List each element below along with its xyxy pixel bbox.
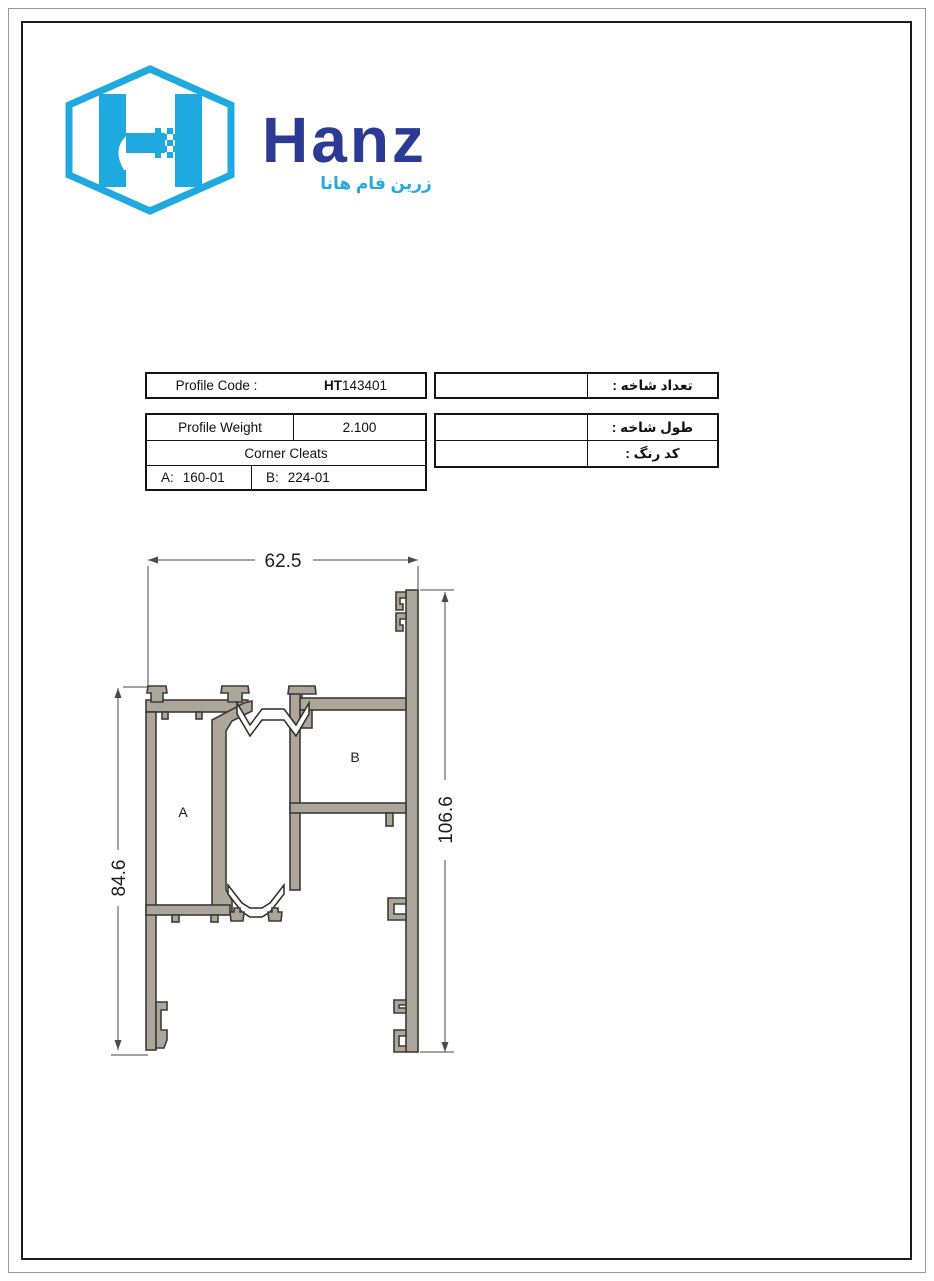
- branch-count-label-farsi: تعداد شاخه :: [612, 377, 693, 393]
- chamber-a-tab-2: [196, 712, 202, 719]
- color-code-value-cell-empty: [436, 441, 588, 466]
- branch-length-color-table: [434, 413, 719, 468]
- chamber-a-label: A: [178, 804, 188, 820]
- chamber-a-bottom-web: [146, 905, 230, 915]
- profile-left-assembly: [146, 686, 252, 1050]
- profile-cross-section-drawing: [95, 540, 475, 1080]
- color-code-label-farsi: کد رنگ :: [625, 445, 680, 461]
- web-tab: [386, 813, 393, 826]
- right-vertical-wall: [406, 590, 418, 1052]
- middle-sloped-wall: [212, 701, 252, 914]
- h-right-bar: [175, 94, 202, 187]
- right-mid-channel: [388, 898, 406, 920]
- profile-right-assembly: [288, 590, 418, 1052]
- right-foot-arm-1: [394, 1000, 406, 1013]
- chamber-b-bottom-web: [290, 803, 406, 813]
- branch-length-value-cell-empty: [436, 415, 588, 440]
- profile-code-number: 143401: [341, 378, 388, 393]
- brand-name: Hanz: [262, 104, 427, 176]
- branch-count-value-cell-empty: [436, 374, 588, 397]
- bottom-web-tab-2: [211, 915, 218, 922]
- cleat-b-value: 224-01: [287, 470, 330, 486]
- right-top-hook-2: [396, 613, 406, 631]
- bottom-web-tab-1: [172, 915, 179, 922]
- right-height-dimension: 106.6: [436, 796, 457, 844]
- right-top-hook-1: [396, 592, 406, 610]
- profile-code-label: Profile Code :: [175, 378, 258, 393]
- profile-weight-table: [145, 413, 427, 491]
- branch-length-label-farsi: طول شاخه :: [611, 419, 694, 435]
- left-vertical-wall: [146, 712, 156, 1050]
- left-screw-channel-foot: [156, 1002, 167, 1048]
- cleat-a-key: A:: [161, 470, 174, 486]
- chamber-a-tab-1: [162, 712, 168, 719]
- corner-cleats-title: Corner Cleats: [244, 445, 328, 461]
- cleat-b-key: B:: [266, 470, 279, 486]
- cleat-a-value: 160-01: [182, 470, 225, 486]
- width-dimension: 62.5: [264, 551, 302, 572]
- left-height-dimension: 84.6: [109, 859, 130, 897]
- hanz-logo-icon: [58, 58, 246, 220]
- brand-subtitle-farsi: زرین فام هانا: [320, 174, 432, 193]
- right-foot-arm-2: [394, 1030, 406, 1052]
- cleat-b-cell: [252, 466, 425, 489]
- profile-code-table: [145, 372, 427, 399]
- profile-code-value: [286, 374, 425, 397]
- profile-weight-value: 2.100: [342, 419, 377, 435]
- chamber-b-label: B: [350, 749, 360, 765]
- profile-code-prefix: HT: [323, 378, 342, 393]
- chamber-b-top-web: [300, 698, 406, 710]
- profile-weight-label: Profile Weight: [147, 415, 294, 440]
- branch-count-table: [434, 372, 719, 399]
- cleat-a-cell: [147, 466, 252, 489]
